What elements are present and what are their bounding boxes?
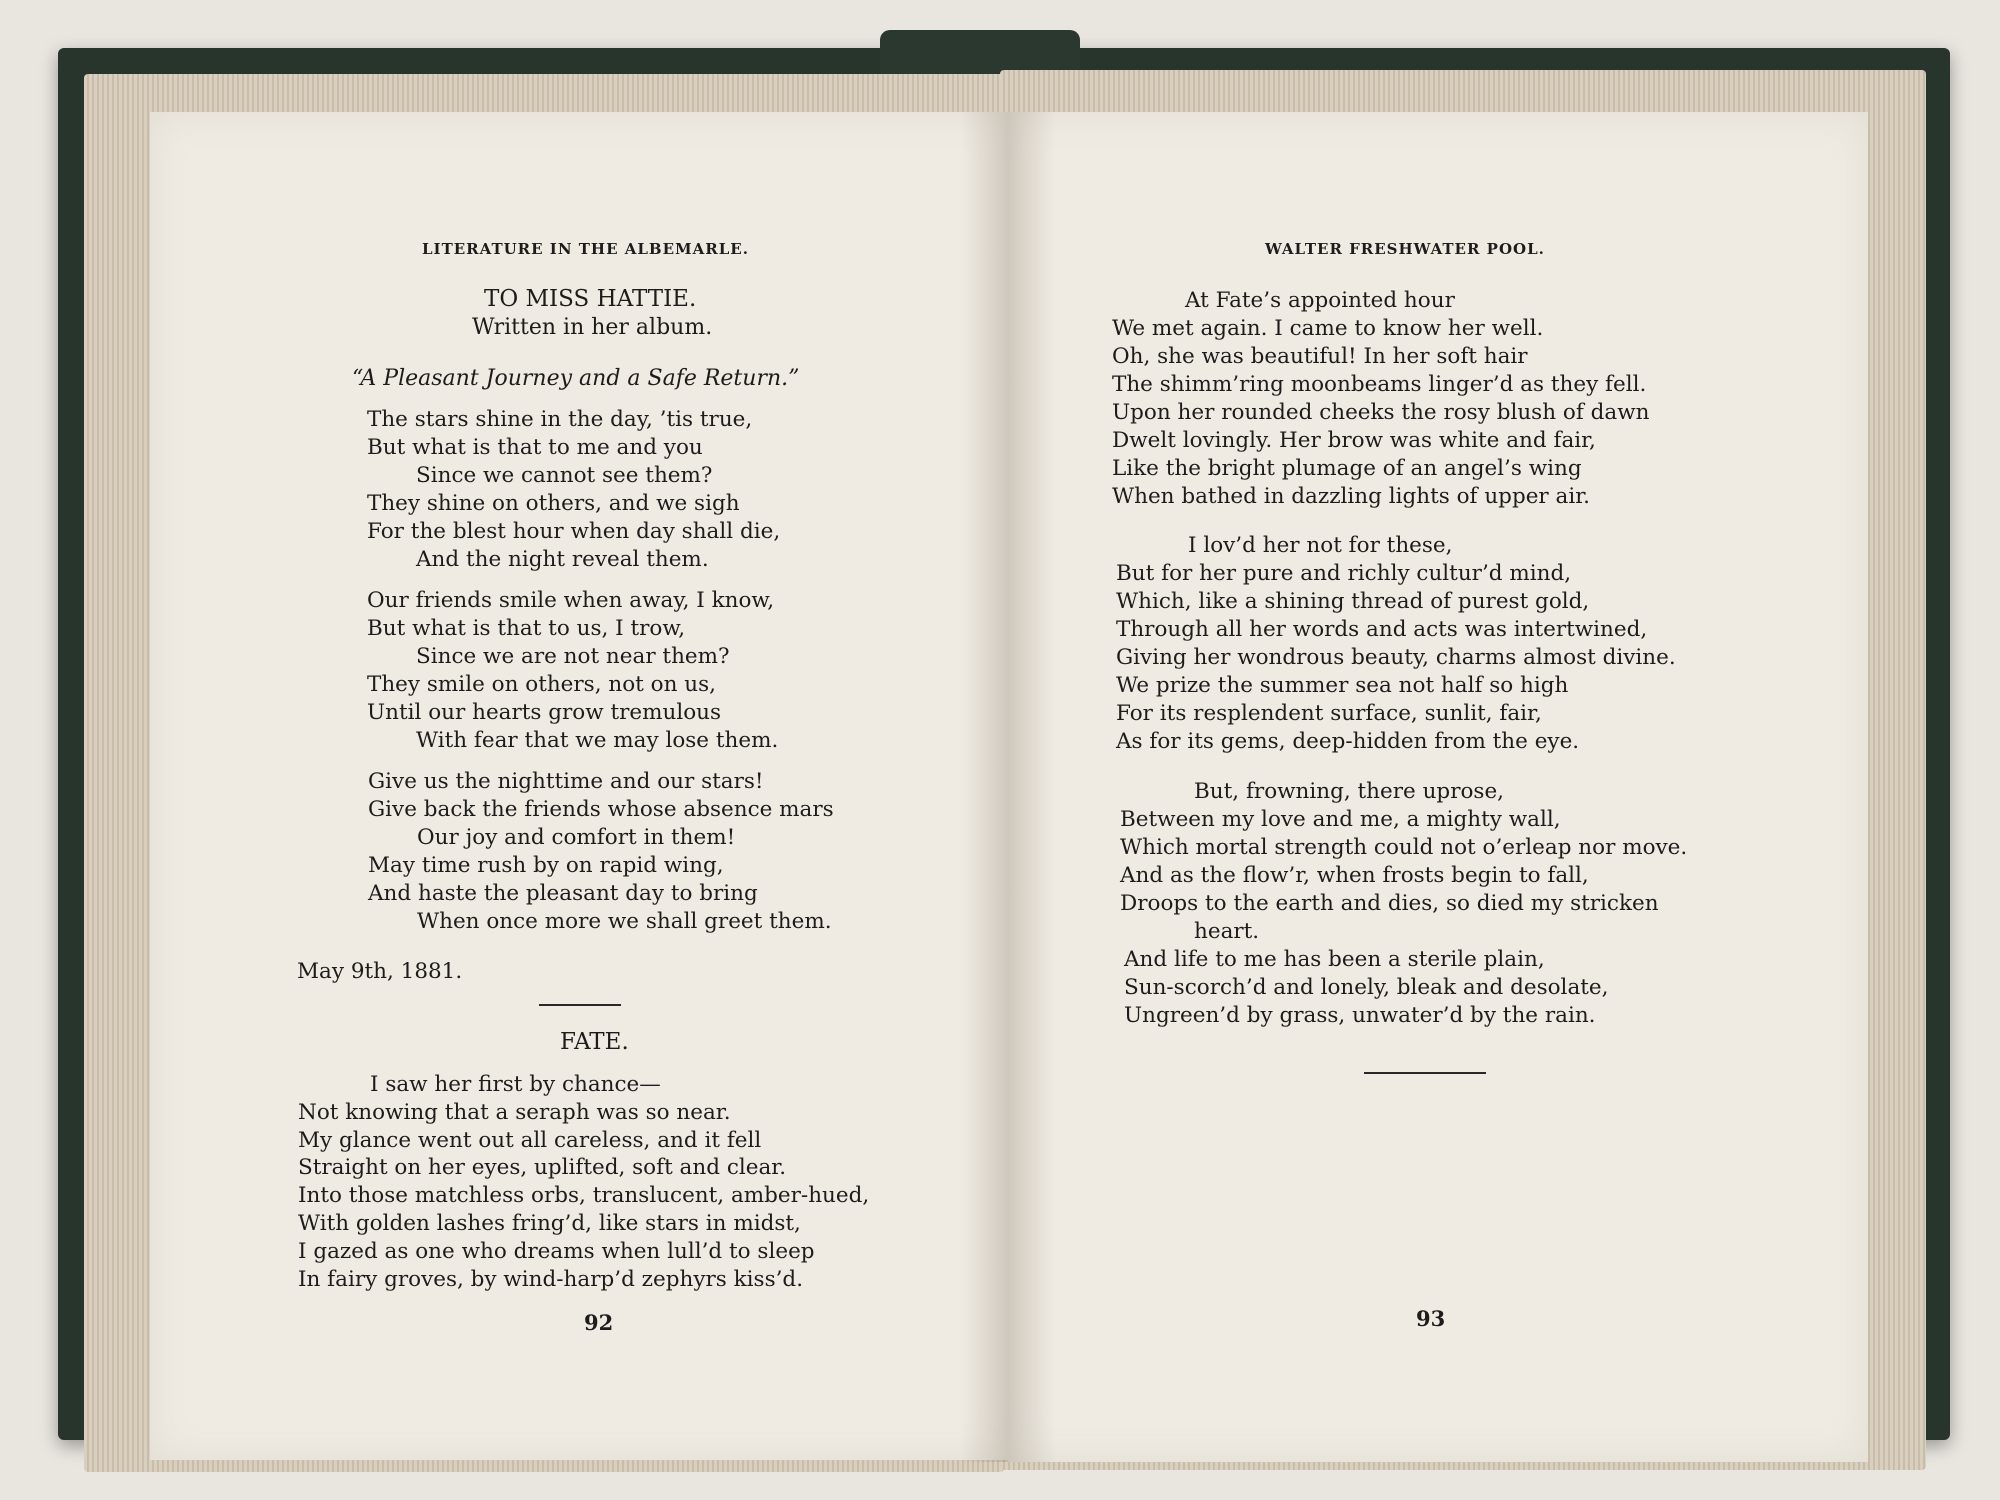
poem-date: May 9th, 1881. bbox=[297, 959, 463, 984]
verse-line: Straight on her eyes, uplifted, soft and clear. bbox=[298, 1155, 787, 1180]
verse-line: And life to me has been a sterile plain, bbox=[1124, 947, 1545, 972]
verse-line: Give back the friends whose absence mars bbox=[368, 797, 834, 822]
verse-line: The shimm’ring moonbeams linger’d as they fell. bbox=[1112, 372, 1647, 397]
verse-line: Oh, she was beautiful! In her soft hair bbox=[1112, 344, 1528, 369]
page-number-left: 92 bbox=[584, 1310, 614, 1335]
verse-line: But what is that to us, I trow, bbox=[367, 616, 686, 641]
verse-line: Dwelt lovingly. Her brow was white and fair, bbox=[1112, 428, 1596, 453]
verse-line: But, frowning, there uprose, bbox=[1194, 779, 1505, 804]
section-divider bbox=[1364, 1072, 1486, 1074]
book-gutter bbox=[960, 112, 1056, 1462]
poem-title-fate: FATE. bbox=[560, 1029, 629, 1055]
verse-line: Droops to the earth and dies, so died my stricken bbox=[1120, 891, 1659, 916]
verse-line: Since we cannot see them? bbox=[416, 463, 713, 488]
verse-line: Our joy and comfort in them! bbox=[417, 825, 736, 850]
verse-line: They smile on others, not on us, bbox=[367, 672, 716, 697]
verse-line: Like the bright plumage of an angel’s wing bbox=[1112, 456, 1582, 481]
verse-line: I lov’d her not for these, bbox=[1188, 533, 1453, 558]
verse-line: But what is that to me and you bbox=[367, 435, 703, 460]
verse-line: My glance went out all careless, and it fell bbox=[298, 1128, 762, 1153]
verse-line: May time rush by on rapid wing, bbox=[368, 853, 724, 878]
left-page bbox=[150, 112, 1010, 1460]
verse-line: Which mortal strength could not o’erleap nor move. bbox=[1120, 835, 1688, 860]
verse-line: In fairy groves, by wind-harp’d zephyrs kiss’d. bbox=[298, 1267, 804, 1292]
verse-line: Give us the nighttime and our stars! bbox=[368, 769, 764, 794]
verse-line: Not knowing that a seraph was so near. bbox=[298, 1100, 731, 1125]
verse-line: And haste the pleasant day to bring bbox=[368, 881, 758, 906]
running-head-right: WALTER FRESHWATER POOL. bbox=[1265, 240, 1545, 258]
verse-line: Ungreen’d by grass, unwater’d by the rain. bbox=[1124, 1003, 1596, 1028]
verse-line: They shine on others, and we sigh bbox=[367, 491, 740, 516]
verse-line: When once more we shall greet them. bbox=[417, 909, 832, 934]
verse-line: Through all her words and acts was intertwined, bbox=[1116, 617, 1648, 642]
right-page bbox=[1008, 112, 1868, 1462]
verse-line: Into those matchless orbs, translucent, amber-hued, bbox=[298, 1183, 870, 1208]
verse-line: Giving her wondrous beauty, charms almost divine. bbox=[1116, 645, 1676, 670]
verse-line: Since we are not near them? bbox=[416, 644, 730, 669]
verse-line: Between my love and me, a mighty wall, bbox=[1120, 807, 1561, 832]
verse-line: We prize the summer sea not half so high bbox=[1116, 673, 1569, 698]
verse-line: When bathed in dazzling lights of upper air. bbox=[1112, 484, 1590, 509]
verse-line: With fear that we may lose them. bbox=[416, 728, 779, 753]
poem-subtitle: Written in her album. bbox=[472, 315, 713, 340]
verse-line: heart. bbox=[1194, 919, 1260, 944]
verse-line: Which, like a shining thread of purest gold, bbox=[1116, 589, 1590, 614]
running-head-left: LITERATURE IN THE ALBEMARLE. bbox=[422, 240, 749, 258]
verse-line: We met again. I came to know her well. bbox=[1112, 316, 1544, 341]
verse-line: For its resplendent surface, sunlit, fair, bbox=[1116, 701, 1542, 726]
verse-line: Upon her rounded cheeks the rosy blush of dawn bbox=[1112, 400, 1650, 425]
verse-line: At Fate’s appointed hour bbox=[1185, 288, 1455, 313]
verse-line: For the blest hour when day shall die, bbox=[367, 519, 781, 544]
verse-line: Sun-scorch’d and lonely, bleak and desolate, bbox=[1124, 975, 1609, 1000]
verse-line: Until our hearts grow tremulous bbox=[367, 700, 722, 725]
verse-line: I gazed as one who dreams when lull’d to sleep bbox=[298, 1239, 815, 1264]
poem-title-to-miss-hattie: TO MISS HATTIE. bbox=[484, 286, 697, 312]
verse-line: And as the flow’r, when frosts begin to fall, bbox=[1120, 863, 1589, 888]
verse-line: Our friends smile when away, I know, bbox=[367, 588, 775, 613]
verse-line: As for its gems, deep-hidden from the eye. bbox=[1116, 729, 1580, 754]
verse-line: I saw her first by chance— bbox=[370, 1072, 661, 1097]
verse-line: With golden lashes fring’d, like stars in midst, bbox=[298, 1211, 801, 1236]
section-divider bbox=[539, 1004, 621, 1006]
poem-epigraph: “A Pleasant Journey and a Safe Return.” bbox=[352, 366, 800, 391]
verse-line: But for her pure and richly cultur’d mind, bbox=[1116, 561, 1572, 586]
verse-line: And the night reveal them. bbox=[416, 547, 709, 572]
verse-line: The stars shine in the day, ’tis true, bbox=[367, 407, 753, 432]
page-number-right: 93 bbox=[1416, 1306, 1446, 1331]
